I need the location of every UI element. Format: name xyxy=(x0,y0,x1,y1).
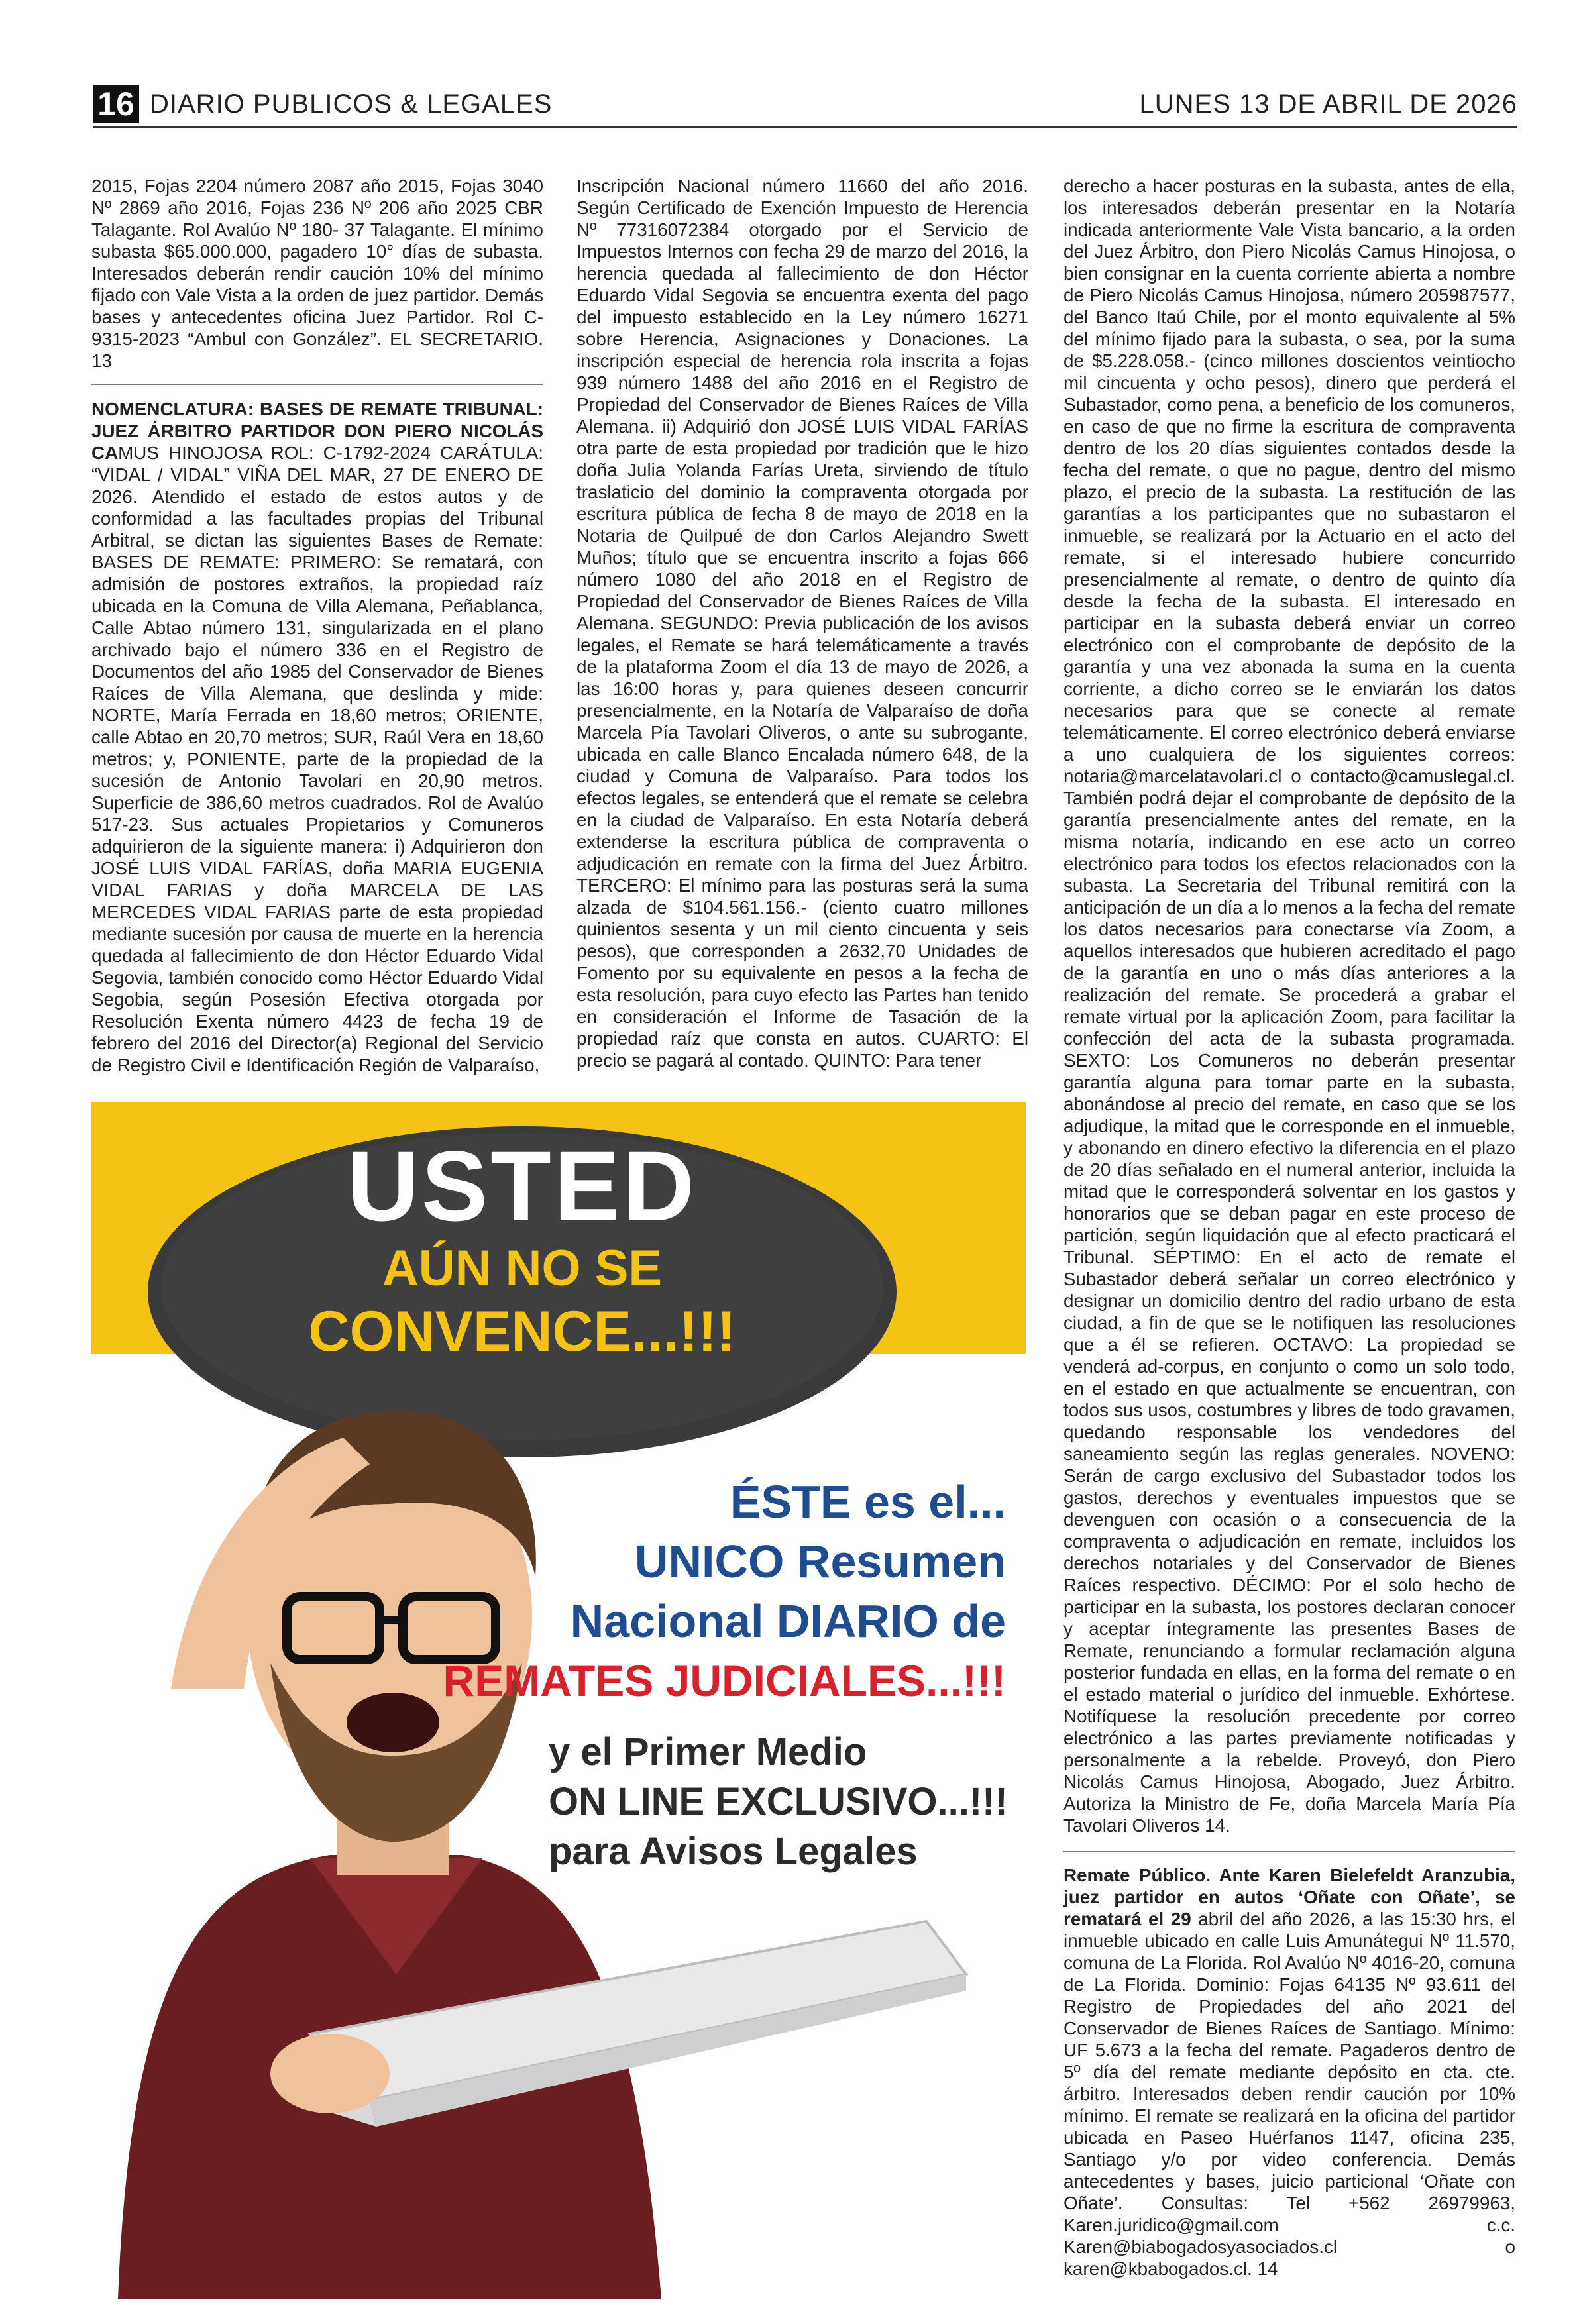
notice-vidal-final: derecho a hacer posturas en la subasta, antes de ella, los interesados deberán presentar en la Notaría indicada anteriormente Vale Vista bancario, a la orden del Juez Árbitro, don Piero Nicolás Camus Hinojosa, o bien consignar en la cuenta corriente abierta a nombre de Piero Nicolás Camus Hinojosa, número 205987577, del Banco Itaú Chile, por el monto equivalente al 5% del mínimo fijado para la subasta, o sea, por la suma de $5.228.058.- (cinco millones doscientos veintiocho mil cincuenta y ocho pesos), dinero que perderá el Subastador, como pena, a beneficio de los comuneros, en caso de que no firme la escritura de compraventa dentro de los 20 días siguientes contados desde la fecha del remate, o que no pague, dentro del mismo plazo, el precio de la subasta. La restitución de las garantías a los participantes que no subastaron el inmueble, se realizará por la Actuario en el acto del remate, si el interesado hubiere concurrido presencialmente al remate, o dentro de quinto día desde la fecha de la subasta. El interesado en participar en la subasta deberá enviar un correo electrónico con el comprobante de depósito de la garantía y una vez abonada la suma en la cuenta corriente, a dicho correo se le enviarán los datos necesarios para que se conecte al remate telemáticamente. El correo electrónico deberá enviarse a uno cualquiera de los siguientes correos: notaria@marcelatavolari.cl o contacto@camuslegal.cl. También podrá dejar el comprobante de depósito de la garantía presencialmente antes del remate, en la misma notaría, indicando en ese acto un correo electrónico para todos los efectos relacionados con la subasta. La Secretaria del Tribunal remitirá con la anticipación de un día a lo menos a la fecha del remate los datos necesarios para conectarse vía Zoom, a aquellos interesados que hubieren acreditado el pago de la garantía en uno o más días anteriores a la realización del remate. Se procederá a grabar el remate virtual por la aplicación Zoom, para facilitar la confección del acta de la subasta programada. SEXTO: Los Comuneros no deberán presentar garantía alguna para tomar parte en la subasta, abonándose al precio del remate, en caso que se los adjudique, la mitad que le corresponde en el inmueble, y abonando en dinero efectivo la diferencia en el plazo de 20 días señalado en el numeral anterior, incluida la mitad que le corresponderá solventar en los gastos y honorarios que se deban pagar en este proceso de partición, según liquidación que al efecto practicará el Tribunal. SÉPTIMO: En el acto de remate el Subastador deberá señalar un correo electrónico y designar un domicilio dentro del radio urbano de esta ciudad, a fin de que se le notifiquen las resoluciones que a él se refieren. OCTAVO: La propiedad se venderá ad-corpus, en conjunto o como un solo todo, en el estado en que actualmente se encuentran, con todos sus usos, costumbres y libres de todo gravamen, quedando responsable los vendedores del saneamiento según las reglas generales. NOVENO: Serán de cargo exclusivo del Subastador todos los gastos, derechos y eventuales impuestos que se devenguen con ocasión o a consecuencia de la compraventa o adjudicación en remate, incluidos los derechos notariales y del Conservador de Bienes Raíces respectivo. DÉCIMO: Por el solo hecho de participar en la subasta, los postores declaran conocer y aceptar íntegramente las presentes Bases de Remate, renunciando a formular reclamación alguna posterior fundada en ellas, en la forma del remate o en el estado material o jurídico del inmueble. Exhórtese. Notifíquese la resolución precedente por correo electrónico a las partes previamente notificadas y personalmente a la rebelde. Proveyó, don Piero Nicolás Camus Hinojosa, Abogado, Juez Árbitro. Autoriza la Ministro de Fe, doña Marcela María Pía Tavolari Oliveros 14. xyxy=(1063,176,1515,1836)
advertisement xyxy=(91,1093,1026,2299)
ad-headline-convence: CONVENCE...!!! xyxy=(308,1300,736,1363)
page-number: 16 xyxy=(93,85,139,123)
ad-headline-usted: USTED xyxy=(347,1130,698,1241)
ad-line-online: ON LINE EXCLUSIVO...!!! xyxy=(549,1780,1008,1823)
ad-line-remates: REMATES JUDICIALES...!!! xyxy=(443,1656,1006,1705)
notice-vidal-continued: Inscripción Nacional número 11660 del año 2016. Según Certificado de Exención Impuesto de Herencia Nº 77316072384 otorgado por el Servicio de Impuestos Internos con fecha 29 de marzo del 2016, la herencia quedada al fallecimiento de don Héctor Eduardo Vidal Segovia se encuentra exenta del pago del impuesto establecido en la Ley número 16271 sobre Herencia, Asignaciones y Donaciones. La inscripción especial de herencia rola inscrita a fojas 939 número 1488 del año 2016 en el Registro de Propiedad del Conservador de Bienes Raíces de Villa Alemana. ii) Adquirió don JOSÉ LUIS VIDAL FARÍAS otra parte de esta propiedad por tradición que le hizo doña Julia Yolanda Farías Ureta, sirviendo de título traslaticio del dominio la compraventa otorgada por escritura pública de fecha 8 de mayo de 2018 en la Notaria de Quilpué de don Carlos Alejandro Swett Muños; título que se encuentra inscrito a fojas 666 número 1080 del año 2018 en el Registro de Propiedad del Conservador de Bienes Raíces de Villa Alemana. SEGUNDO: Previa publicación de los avisos legales, el Remate se hará telemáticamente a través de la plataforma Zoom el día 13 de mayo de 2026, a las 16:00 horas y, para quienes deseen concurrir presencialmente, en la Notaría de Valparaíso de doña Marcela Pía Tavolari Oliveros, o ante su subrogante, ubicada en calle Blanco Encalada número 648, de la ciudad y Comuna de Valparaíso. Para todos los efectos legales, se entenderá que el remate se celebra en la ciudad de Valparaíso. En esta Notaría deberá extenderse la escritura pública de compraventa o adjudicación en remate con la firma del Juez Árbitro. TERCERO: El mínimo para las posturas será la suma alzada de $104.561.156.- (ciento cuatro millones quinientos sesenta y un mil ciento cincuenta y seis pesos), que corresponden a 2632,70 Unidades de Fomento por su equivalente en pesos a la fecha de esta resolución, para cuyo efecto las Partes han tenido en consideración el Informe de Tasación de la propiedad raíz que consta en autos. CUARTO: El precio se pagará al contado. QUINTO: Para tener xyxy=(576,176,1028,1071)
notice-vidal-body: MUS HINOJOSA ROL: C-1792-2024 CARÁTULA: “VIDAL / VIDAL” VIÑA DEL MAR, 27 DE ENERO DE 2026. Atendido el estado de estos autos y de conformidad a las facultades propias del Tribunal Arbitral, se dictan las siguientes Bases de Remate: BASES DE REMATE: PRIMERO: Se rematará, con admisión de postores extraños, la propiedad raíz ubicada en la Comuna de Villa Alemana, Peñablanca, Calle Abtao número 131, singularizada en el plano archivado bajo el número 336 en el Registro de Documentos del año 1985 del Conservador de Bienes Raíces de Villa Alemana, que deslinda y mide: NORTE, María Ferrada en 18,60 metros; ORIENTE, calle Abtao en 20,70 metros; SUR, Raúl Vera en 18,60 metros; y, PONIENTE, parte de la propiedad de la sucesión de Antonio Tavolari en 20,90 metros. Superficie de 386,60 metros cuadrados. Rol de Avalúo 517-23. Sus actuales Propietarios y Comuneros adquirieron de la siguiente manera: i) Adquirieron don JOSÉ LUIS VIDAL FARÍAS, doña MARIA EUGENIA VIDAL FARIAS y doña MARCELA DE LAS MERCEDES VIDAL FARIAS parte de esta propiedad mediante sucesión por causa de muerte en la herencia quedada al fallecimiento de don Héctor Eduardo Vidal Segovia, también conocido como Héctor Eduardo Vidal Segobia, según Posesión Efectiva otorgada por Resolución Exenta número 4423 de fecha 19 de febrero del 2016 del Director(a) Regional del Servicio de Registro Civil e Identificación Región de Valparaíso, xyxy=(91,443,543,1075)
notice-divider xyxy=(1063,1851,1515,1852)
page-header xyxy=(93,85,1517,122)
ad-headline-aun: AÚN NO SE xyxy=(382,1240,663,1296)
column-1 xyxy=(91,175,543,1076)
ad-line-unico: UNICO Resumen xyxy=(634,1536,1006,1587)
notice-continuation: 2015, Fojas 2204 número 2087 año 2015, Fojas 3040 Nº 2869 año 2016, Fojas 236 Nº 206 año 2025 CBR Talagante. Rol Avalúo Nº 180- 37 Talagante. El mínimo subasta $65.000.000, pagadero 10° días de subasta. Interesados deberán rendir caución 10% del mínimo fijado con Vale Vista a la orden de juez partidor. Demás bases y antecedentes oficina Juez Partidor. Rol C-9315-2023 “Ambul con González”. EL SECRETARIO. 13 xyxy=(91,176,543,371)
notice-vidal-heading: NOMENCLATURA: BASES DE REMATE TRIBUNAL: JUEZ ÁRBITRO PARTIDOR DON PIERO NICOLÁS CA xyxy=(91,399,543,463)
column-3 xyxy=(1063,175,1515,2280)
notice-onate-heading: Remate Público. Ante Karen Bielefeldt Aranzubia, juez partidor en autos ‘Oñate con Oñate’, se rematará el 29 xyxy=(1063,1865,1515,1929)
ad-line-primer: y el Primer Medio xyxy=(549,1730,867,1773)
notice-vidal xyxy=(91,398,543,1076)
notice-onate xyxy=(1063,1864,1515,2280)
column-2 xyxy=(576,175,1028,1071)
newspaper-name: DIARIO PUBLICOS & LEGALES xyxy=(150,89,553,119)
ad-line-nacional: Nacional DIARIO de xyxy=(570,1595,1006,1647)
ad-line-este: ÉSTE es el... xyxy=(730,1476,1006,1528)
header-rule xyxy=(93,126,1517,128)
issue-date: LUNES 13 DE ABRIL DE 2026 xyxy=(1139,89,1517,119)
notice-onate-body: abril del año 2026, a las 15:30 hrs, el inmueble ubicado en calle Luis Amunátegui Nº 11.570, comuna de La Florida. Rol Avalúo Nº 4016-20, comuna de La Florida. Dominio: Fojas 64135 Nº 93.611 del Registro de Propiedades del año 2021 del Conservador de Bienes Raíces de Santiago. Mínimo: UF 5.673 a la fecha del remate. Pagaderos dentro de 5º día del remate mediante depósito en cta. cte. árbitro. Interesados deben rendir caución por 10% mínimo. El remate se realizará en la oficina del partidor ubicada en Paseo Huérfanos 1147, oficina 235, Santiago y/o por video conferencia. Demás antecedentes y bases, juicio particional ‘Oñate con Oñate’. Consultas: Tel +562 26979963, Karen.juridico@gmail.com c.c. Karen@biabogadosyasociados.cl o karen@kbabogados.cl. 14 xyxy=(1063,1909,1515,2279)
ad-line-avisos: para Avisos Legales xyxy=(549,1830,918,1873)
notice-divider xyxy=(91,384,543,385)
